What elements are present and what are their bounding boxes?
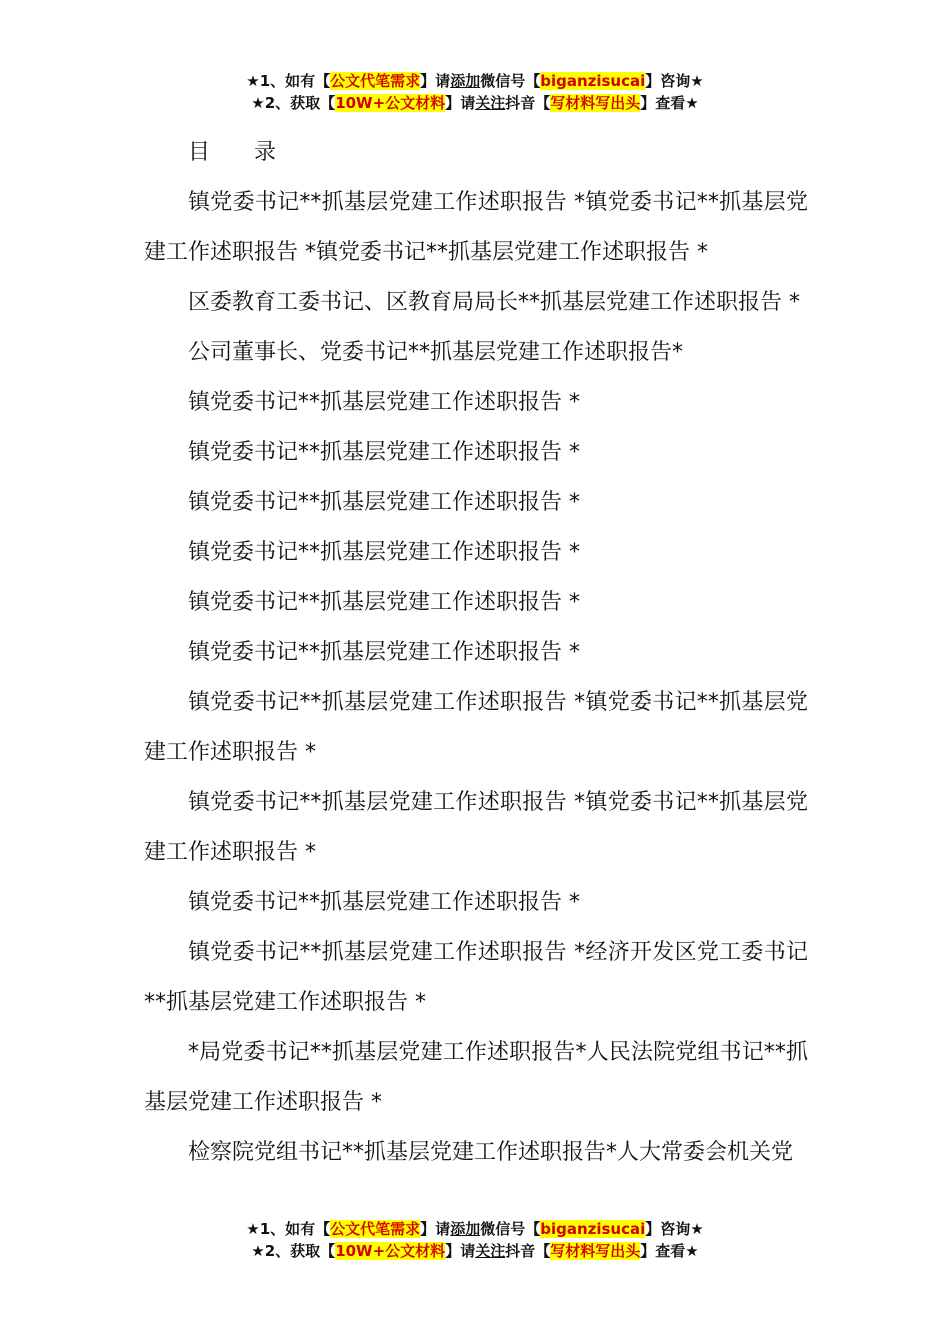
banner-line-2: ★2、获取【10W+公文材料】请关注抖音【写材料写出头】查看★ (251, 1242, 699, 1260)
document-body (144, 128, 808, 1178)
toc-entry: 镇党委书记**抓基层党建工作述职报告 * (188, 640, 580, 665)
highlight-wechat-id: biganzisucai (540, 72, 646, 90)
highlight-wechat-id: biganzisucai (540, 1220, 646, 1238)
toc-entry: 区委教育工委书记、区教育局局长**抓基层党建工作述职报告 * (188, 290, 800, 315)
toc-entry: 公司董事长、党委书记**抓基层党建工作述职报告* (188, 340, 684, 365)
highlight-douyin-account: 写材料写出头 (550, 1242, 641, 1260)
toc-entry: 镇党委书记**抓基层党建工作述职报告 * (188, 440, 580, 465)
toc-entry: 镇党委书记**抓基层党建工作述职报告 *经济开发区党工委书记**抓基层党建工作述职报告 * (144, 940, 808, 1015)
highlight-service: 公文代笔需求 (330, 72, 421, 90)
toc-entry: 镇党委书记**抓基层党建工作述职报告 * (188, 890, 580, 915)
highlight-materials: 10W+公文材料 (335, 94, 446, 112)
highlight-materials: 10W+公文材料 (335, 1242, 446, 1260)
toc-title: 目 录 (188, 140, 277, 165)
toc-entry: 镇党委书记**抓基层党建工作述职报告 * (188, 590, 580, 615)
toc-entry: 镇党委书记**抓基层党建工作述职报告 *镇党委书记**抓基层党建工作述职报告 *镇党委书记**抓基层党建工作述职报告 * (144, 190, 808, 265)
toc-entry: 镇党委书记**抓基层党建工作述职报告 * (188, 390, 580, 415)
toc-entry: *局党委书记**抓基层党建工作述职报告*人民法院党组书记**抓基层党建工作述职报告 * (144, 1040, 808, 1115)
banner-line-2: ★2、获取【10W+公文材料】请关注抖音【写材料写出头】查看★ (251, 94, 699, 112)
toc-entry: 检察院党组书记**抓基层党建工作述职报告*人大常委会机关党 (188, 1140, 794, 1165)
banner-line-1: ★1、如有【公文代笔需求】请添加微信号【biganzisucai】咨询★ (246, 72, 704, 90)
toc-entry: 镇党委书记**抓基层党建工作述职报告 *镇党委书记**抓基层党建工作述职报告 * (144, 790, 808, 865)
highlight-douyin-account: 写材料写出头 (550, 94, 641, 112)
banner-line-1: ★1、如有【公文代笔需求】请添加微信号【biganzisucai】咨询★ (246, 1220, 704, 1238)
toc-entry: 镇党委书记**抓基层党建工作述职报告 * (188, 540, 580, 565)
header-banner (0, 70, 950, 114)
toc-entry: 镇党委书记**抓基层党建工作述职报告 * (188, 490, 580, 515)
toc-entry: 镇党委书记**抓基层党建工作述职报告 *镇党委书记**抓基层党建工作述职报告 * (144, 690, 808, 765)
footer-banner (0, 1218, 950, 1262)
highlight-service: 公文代笔需求 (330, 1220, 421, 1238)
